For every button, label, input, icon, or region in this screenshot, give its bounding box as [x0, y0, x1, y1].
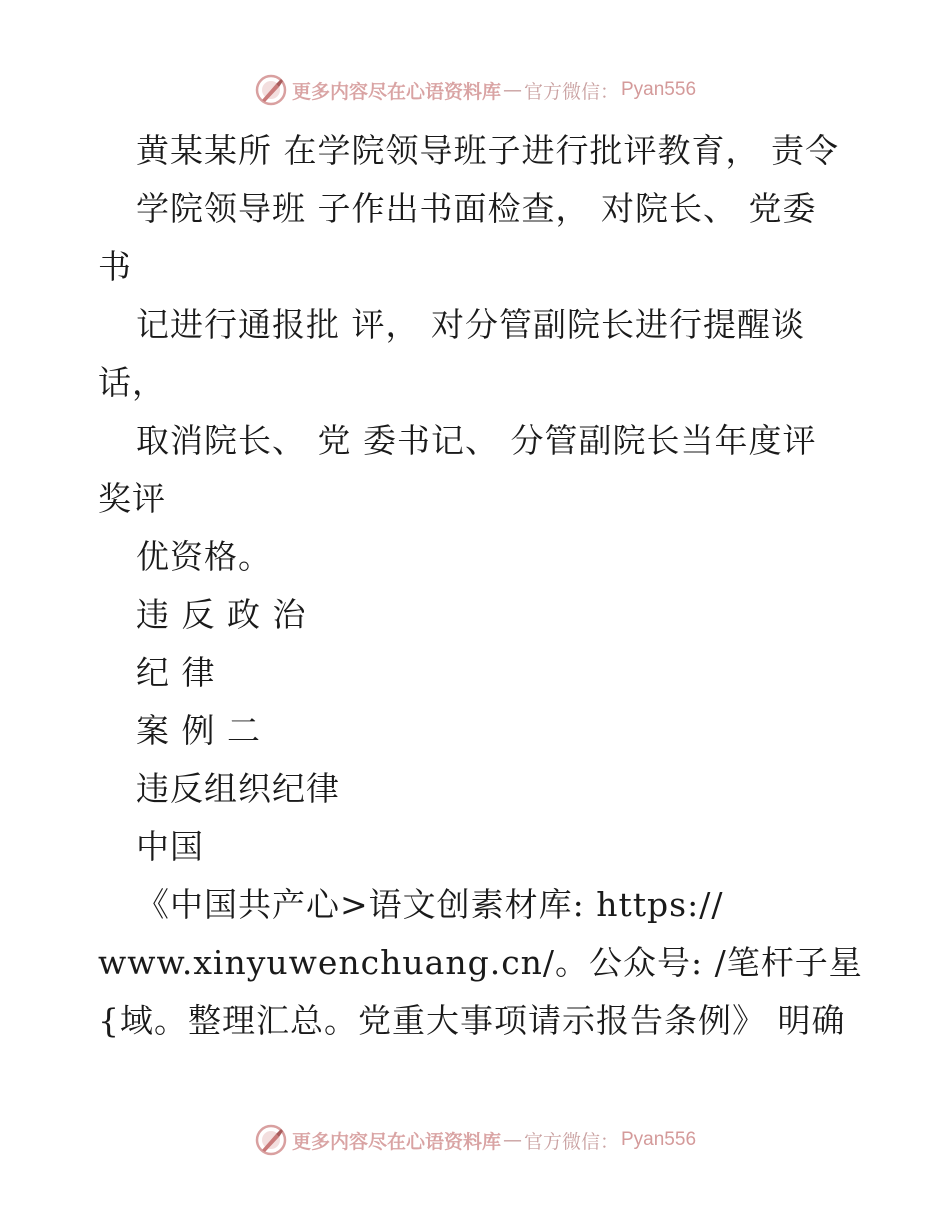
body-line: 取消院长、 党 委书记、 分管副院长当年度评: [136, 421, 817, 460]
separator-dash: —: [502, 79, 522, 101]
body-line: 话，: [98, 363, 166, 402]
body-line: 记进行通报批 评， 对分管副院长进行提醒谈: [136, 305, 805, 344]
body-line: {域。整理汇总。党重大事项请示报告条例》 明确: [98, 1001, 846, 1040]
wechat-label: 官方微信：: [523, 80, 619, 103]
body-line: 案 例 二: [136, 711, 261, 750]
brand-text: 更多内容尽在心语资料库: [291, 80, 501, 103]
body-line: 优资格。: [136, 537, 272, 576]
body-line: 奖评: [98, 479, 166, 518]
body-line: 学院领导班 子作出书面检查， 对院长、 党委: [136, 189, 817, 228]
wechat-label: 官方微信：: [523, 1130, 619, 1153]
brand-text: 更多内容尽在心语资料库: [291, 1130, 501, 1153]
footer-watermark: [0, 1120, 950, 1160]
wechat-id: Pyan556: [621, 79, 697, 100]
pen-logo-icon: [254, 73, 288, 107]
header-watermark: [0, 70, 950, 110]
body-line: 纪 律: [136, 653, 216, 692]
separator-dash: —: [502, 1129, 522, 1151]
body-line: 违 反 政 治: [136, 595, 307, 634]
document-body: [98, 122, 898, 1050]
body-line: 黄某某所 在学院领导班子进行批评教育， 责令: [136, 131, 839, 170]
body-line: 书: [98, 247, 132, 286]
body-line: 中国: [136, 827, 204, 866]
wechat-id: Pyan556: [621, 1129, 697, 1150]
pen-logo-icon: [254, 1123, 288, 1157]
body-line: www.xinyuwenchuang.cn/。公众号: /笔杆子星: [98, 943, 863, 982]
body-line: 违反组织纪律: [136, 769, 340, 808]
body-line: 《中国共产心>语文创素材库: https://: [136, 885, 724, 924]
